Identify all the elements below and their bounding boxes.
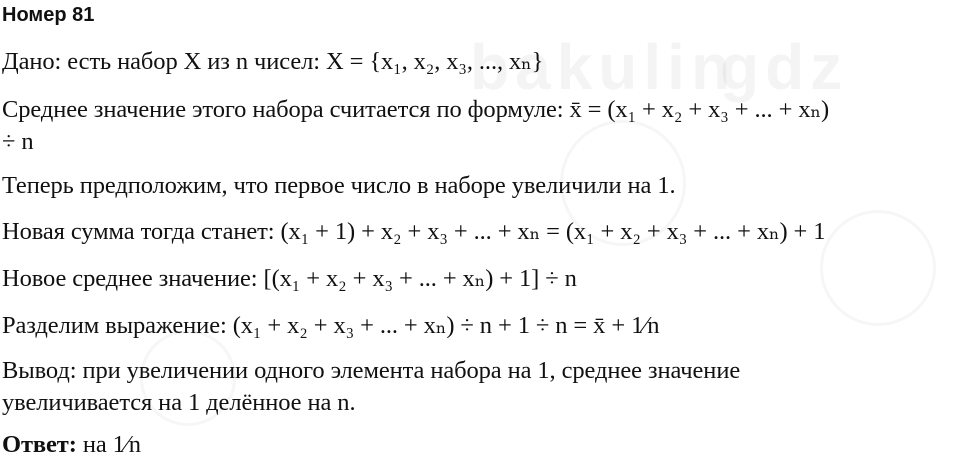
- answer-line: [2, 429, 141, 461]
- text-line: увеличивается на 1 делённое на n.: [2, 389, 356, 416]
- text-line: Теперь предположим, что первое число в наборе увеличили на 1.: [2, 172, 676, 199]
- watermark-logo: bakulin: [470, 31, 737, 103]
- text-line: Вывод: при увеличении одного элемента набора на 1, среднее значение: [2, 357, 741, 384]
- text-line: Дано: есть набор X из n чисел: X = {x₁, x₂, x₃, ..., xₙ}: [2, 48, 544, 75]
- text-line: Новое среднее значение: [(x₁ + x₂ + x₃ + ... + xₙ) + 1] ÷ n: [2, 265, 577, 292]
- text-line: Разделим выражение: (x₁ + x₂ + x₃ + ... + xₙ) ÷ n + 1 ÷ n = x̄ + 1⁄n: [2, 312, 660, 339]
- watermark-logo: gdz: [720, 31, 849, 103]
- answer-label: Ответ:: [2, 431, 77, 458]
- text-line: Среднее значение этого набора считается по формуле: x̄ = (x₁ + x₂ + x₃ + ... + xₙ): [2, 96, 830, 123]
- text-line: Новая сумма тогда станет: (x₁ + 1) + x₂ + x₃ + ... + xₙ = (x₁ + x₂ + x₃ + ... + xₙ) + 1: [2, 218, 826, 245]
- page-title: Номер 81: [2, 4, 95, 26]
- text-line: ÷ n: [2, 128, 34, 155]
- watermark-shape: [820, 210, 936, 326]
- answer-value: на 1⁄n: [76, 431, 141, 458]
